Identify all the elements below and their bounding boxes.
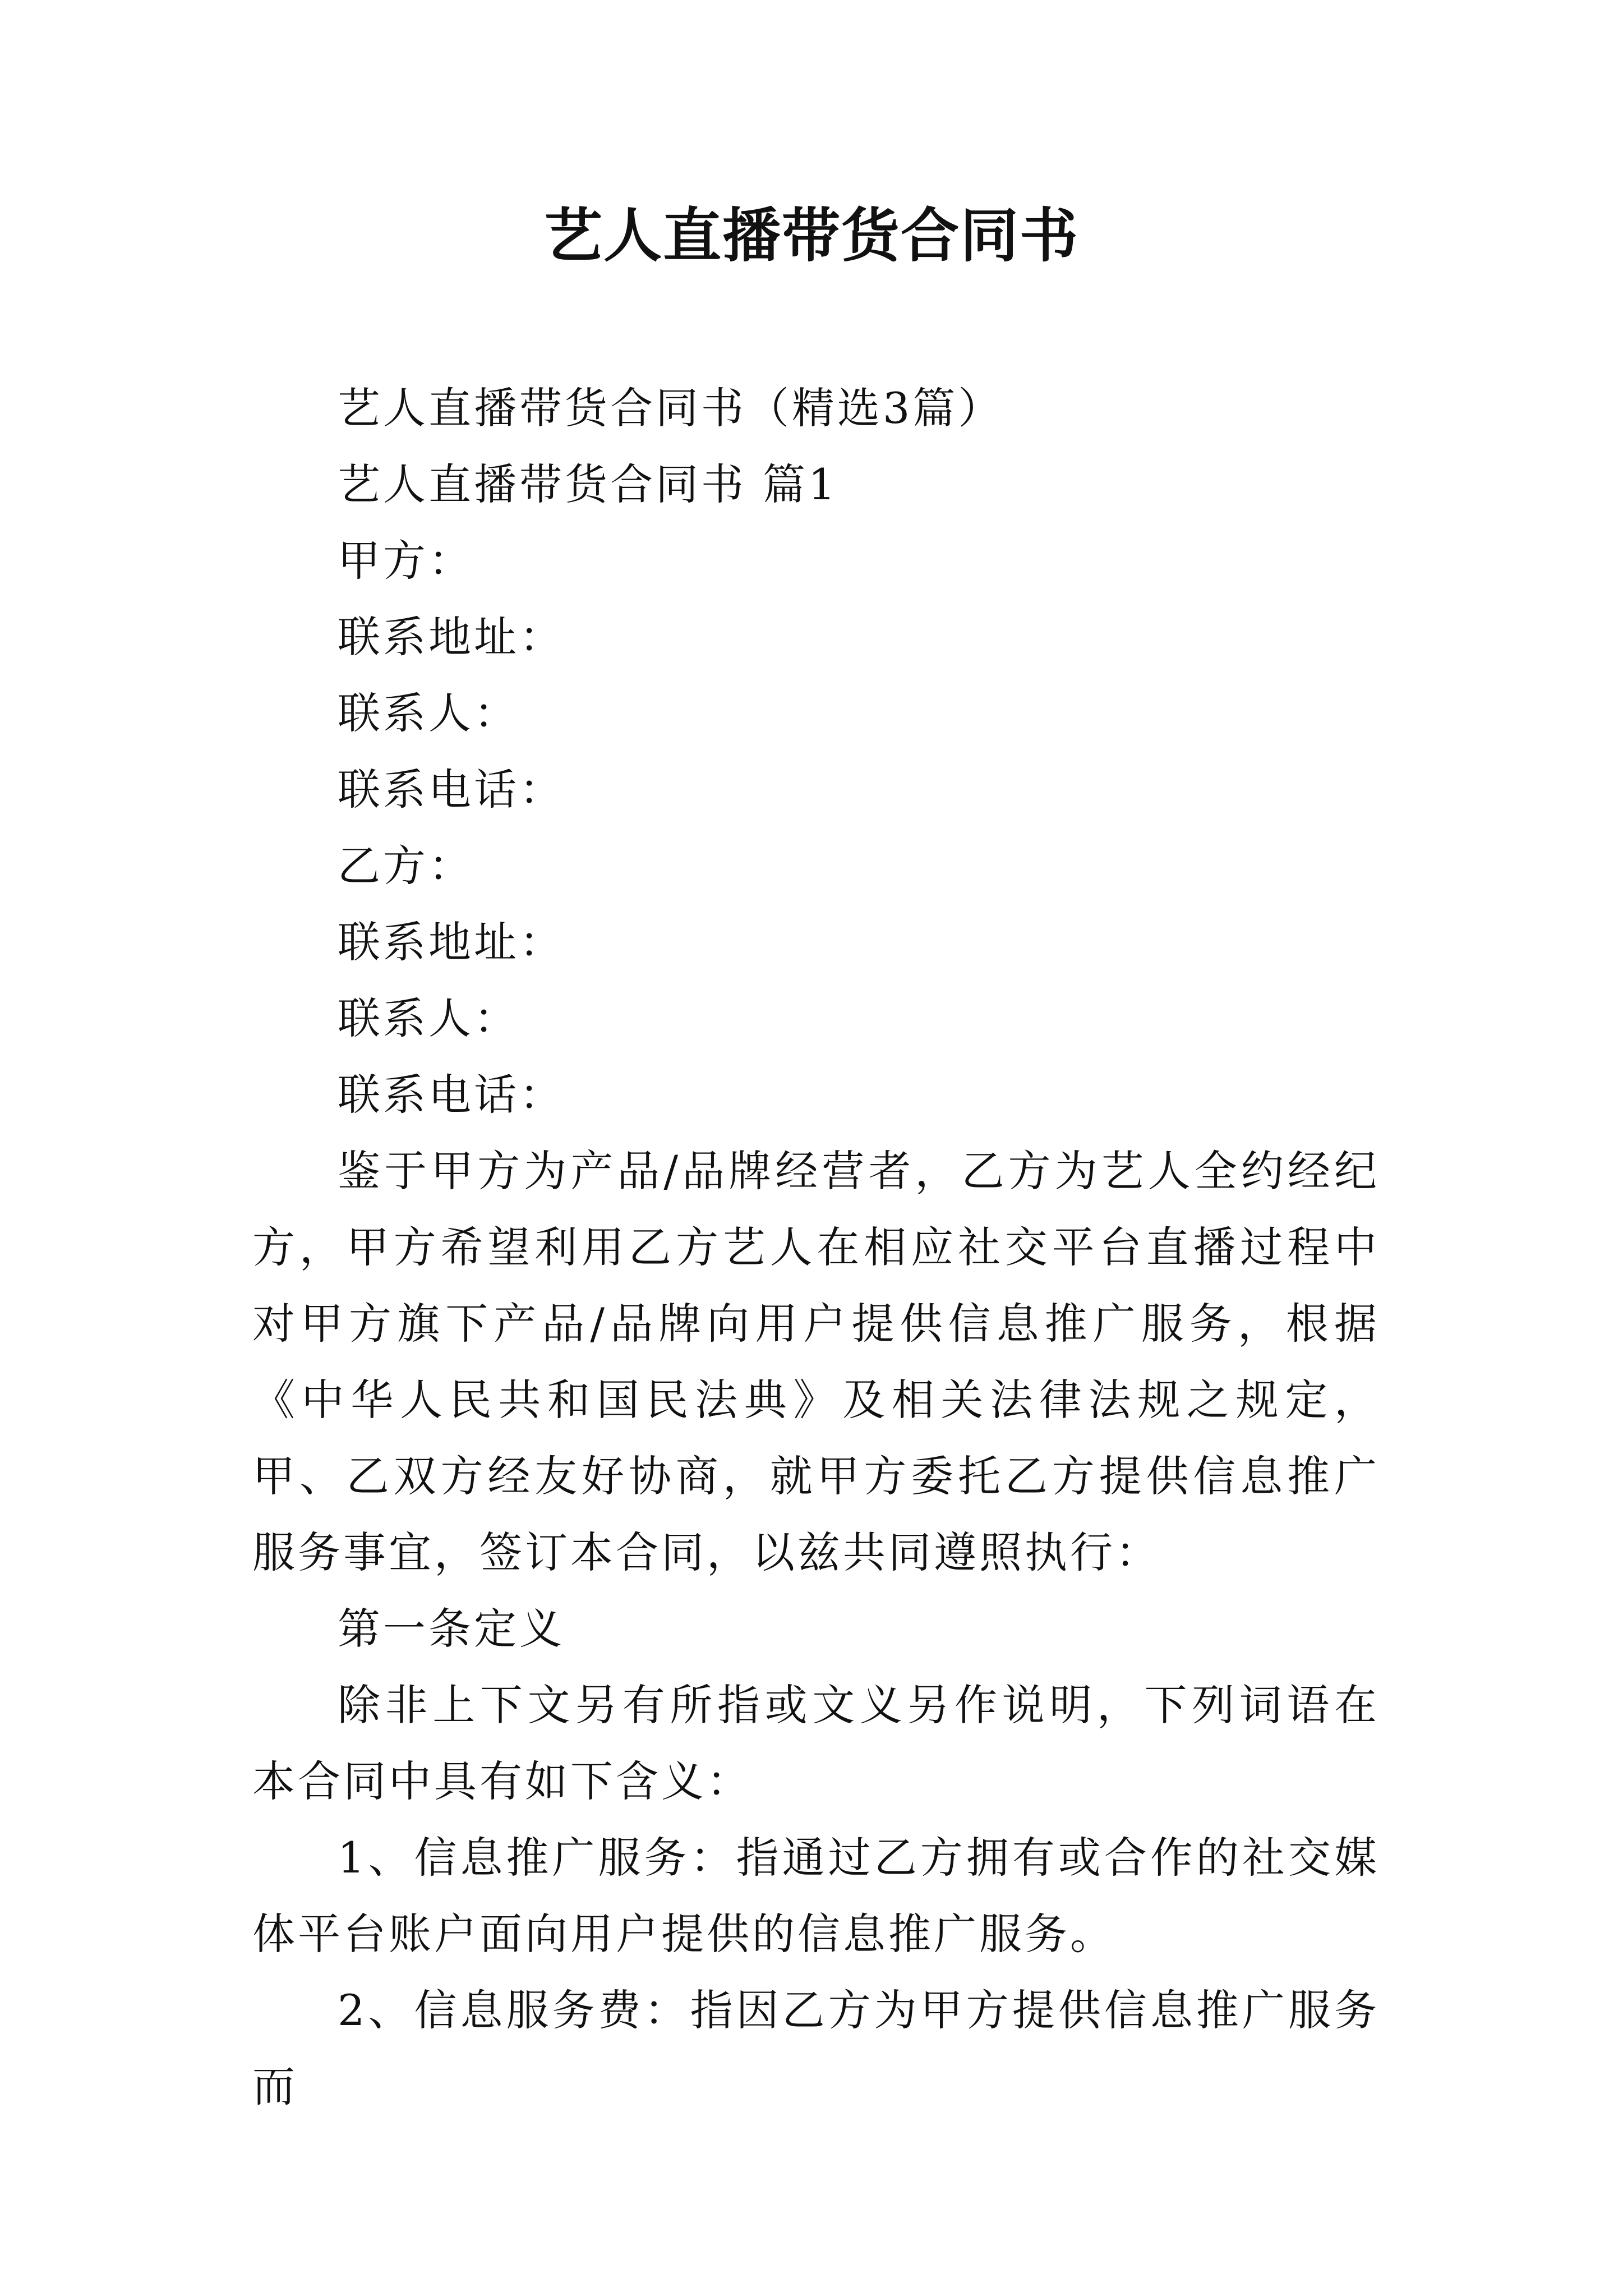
paragraph-subtitle: 艺人直播带货合同书（精选3篇） [338, 383, 1004, 433]
document-body [252, 370, 1380, 2125]
paragraph-party-b: 乙方： [338, 841, 474, 891]
paragraph-definition-1: 1、信息推广服务：指通过乙方拥有或合作的社交媒体平台账户面向用户提供的信息推广服务。 [252, 1833, 1380, 1959]
paragraph-party-b-address: 联系地址： [338, 917, 565, 967]
paragraph-party-a-phone: 联系电话： [338, 765, 565, 815]
document-title: 艺人直播带货合同书 [543, 201, 1079, 270]
paragraph-party-b-contact: 联系人： [338, 993, 519, 1043]
paragraph-party-a: 甲方： [338, 536, 474, 586]
paragraph-party-a-address: 联系地址： [338, 612, 565, 662]
paragraph-part-heading: 艺人直播带货合同书 篇1 [338, 459, 838, 509]
paragraph-party-b-phone: 联系电话： [338, 1070, 565, 1120]
paragraph-definitions-intro: 除非上下文另有所指或文义另作说明，下列词语在本合同中具有如下含义： [252, 1680, 1380, 1806]
paragraph-definition-2: 2、信息服务费：指因乙方为甲方提供信息推广服务而 [252, 1985, 1380, 2111]
paragraph-preamble: 鉴于甲方为产品/品牌经营者，乙方为艺人全约经纪方，甲方希望利用乙方艺人在相应社交平台直播过程中对甲方旗下产品/品牌向用户提供信息推广服务，根据《中华人民共和国民法典》及相关法律法规之规定，甲、乙双方经友好协商，就甲方委托乙方提供信息推广服务事宜，签订本合同，以兹共同遵照执行： [252, 1146, 1380, 1577]
paragraph-article-1-heading: 第一条定义 [338, 1604, 565, 1654]
paragraph-party-a-contact: 联系人： [338, 688, 519, 738]
